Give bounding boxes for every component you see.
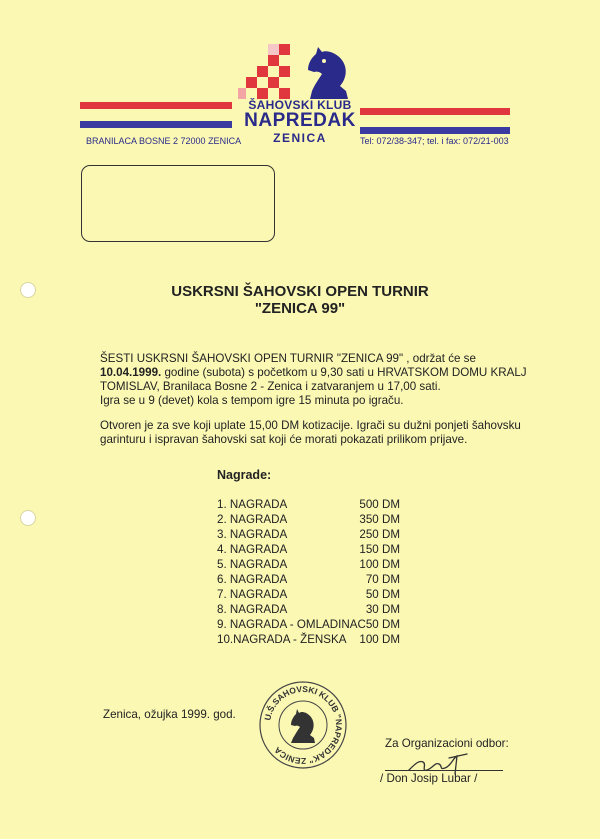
announcement-paragraph xyxy=(100,352,527,408)
signature-line xyxy=(385,770,503,771)
prize-amount: 350 DM xyxy=(359,513,400,526)
paragraph-line: TOMISLAV, Branilaca Bosne 2 - Zenica i zatvaranjem u 17,00 sati. xyxy=(100,380,441,393)
prize-amount: 70 DM xyxy=(365,573,400,586)
paragraph-line: Otvoren je za sve koji uplate 15,00 DM kotizacije. Igrači su dužni ponjeti šahovsku xyxy=(100,419,521,432)
signer-name: / Don Josip Lubar / xyxy=(380,772,478,785)
prize-amount: 500 DM xyxy=(359,498,400,511)
prize-amount: 50 DM xyxy=(365,588,400,601)
tournament-date: 10.04.1999. xyxy=(100,366,162,379)
prize-amount: 50 DM xyxy=(365,618,400,631)
stamp-text: U.Š.SAHOVSKI KLUB "NAPREDAK" ZENICA xyxy=(262,683,345,767)
stamp-knight-icon xyxy=(291,709,315,743)
prize-amount: 150 DM xyxy=(359,543,400,556)
prize-name: 7. NAGRADA xyxy=(217,588,288,601)
prize-name: 9. NAGRADA - OMLADINAC xyxy=(217,618,366,631)
blue-stripe-right xyxy=(360,127,510,134)
paragraph-text: godine (subota) s početkom u 9,30 sati u HRVATSKOM DOMU KRALJ xyxy=(161,366,527,379)
prize-name: 1. NAGRADA xyxy=(217,498,288,511)
blue-stripe-left xyxy=(80,121,232,128)
prize-amount: 30 DM xyxy=(365,603,400,616)
prizes-heading: Nagrade: xyxy=(217,468,272,482)
checkerboard-icon xyxy=(238,44,290,99)
prize-name: 5. NAGRADA xyxy=(217,558,288,571)
knight-icon xyxy=(308,47,348,99)
prize-name: 3. NAGRADA xyxy=(217,528,288,541)
punch-hole-bottom xyxy=(20,510,36,526)
prize-amount: 250 DM xyxy=(359,528,400,541)
prize-name: 10.NAGRADA - ŽENSKA xyxy=(217,633,347,646)
club-stamp xyxy=(258,680,348,770)
paragraph-line xyxy=(100,366,527,380)
prize-name: 6. NAGRADA xyxy=(217,573,288,586)
document-title: USKRSNI ŠAHOVSKI OPEN TURNIR xyxy=(171,283,429,300)
paragraph-line: Igra se u 9 (devet) kola s tempom igre 15 minuta po igraču. xyxy=(100,394,404,407)
prize-name: 8. NAGRADA xyxy=(217,603,288,616)
prize-name: 4. NAGRADA xyxy=(217,543,288,556)
club-phone: Tel: 072/38-347; tel. i fax: 072/21-003 xyxy=(360,136,509,146)
entry-paragraph xyxy=(100,419,521,447)
red-stripe-left xyxy=(80,102,232,109)
club-name-line1: ŠAHOVSKI KLUB xyxy=(248,98,352,112)
club-name-line2: NAPREDAK xyxy=(244,110,356,131)
prize-amount: 100 DM xyxy=(359,558,400,571)
paragraph-line: garinturu i ispravan šahovski sat koji će morati pokazati prilikom prijave. xyxy=(100,433,468,446)
place-and-date: Zenica, ožujka 1999. god. xyxy=(103,708,236,721)
address-window xyxy=(81,165,275,242)
red-stripe-right xyxy=(360,108,510,115)
club-name-line3: ZENICA xyxy=(273,131,327,145)
organization-label: Za Organizacioni odbor: xyxy=(385,737,509,750)
document-subtitle: "ZENICA 99" xyxy=(254,300,346,317)
prize-name: 2. NAGRADA xyxy=(217,513,288,526)
prize-amount: 100 DM xyxy=(359,633,400,646)
club-address: BRANILACA BOSNE 2 72000 ZENICA xyxy=(86,136,242,146)
paragraph-line: ŠESTI USKRSNI ŠAHOVSKI OPEN TURNIR "ZENICA 99" , održat će se xyxy=(100,352,476,365)
club-logo xyxy=(238,44,368,100)
